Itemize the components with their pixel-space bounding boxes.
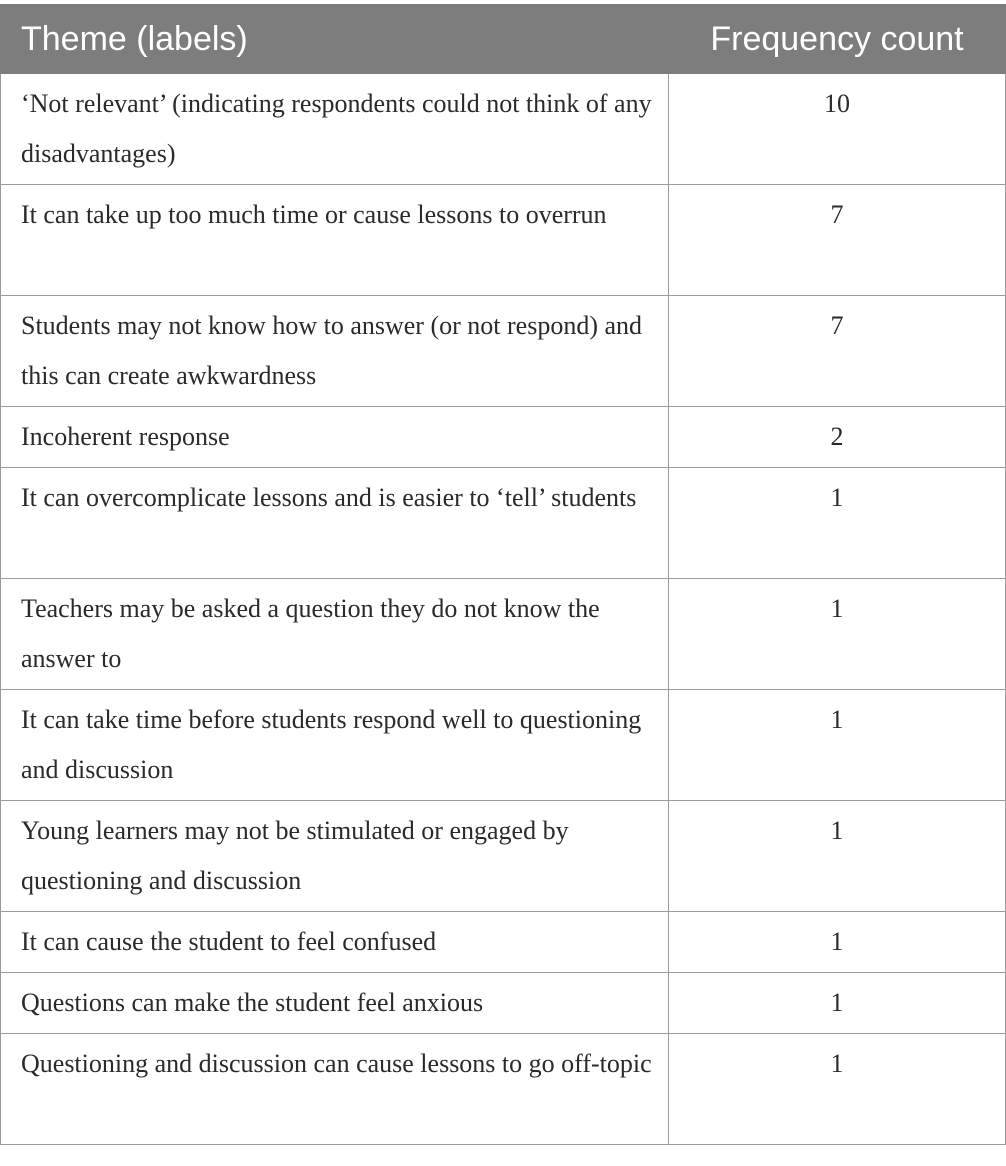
count-cell: 2 bbox=[669, 407, 1006, 468]
count-cell: 1 bbox=[669, 973, 1006, 1034]
count-cell: 1 bbox=[669, 912, 1006, 973]
table-row bbox=[1, 185, 1006, 296]
count-cell: 10 bbox=[669, 74, 1006, 185]
theme-cell: It can cause the student to feel confused bbox=[1, 912, 669, 973]
table-header-row bbox=[1, 5, 1006, 74]
count-cell: 1 bbox=[669, 1034, 1006, 1145]
table-row bbox=[1, 1034, 1006, 1145]
table-row bbox=[1, 579, 1006, 690]
theme-cell: It can take up too much time or cause lessons to overrun bbox=[1, 185, 669, 296]
theme-cell: Young learners may not be stimulated or engaged by questioning and discussion bbox=[1, 801, 669, 912]
theme-cell: Teachers may be asked a question they do not know the answer to bbox=[1, 579, 669, 690]
theme-cell: ‘Not relevant’ (indicating respondents could not think of any disadvantages) bbox=[1, 74, 669, 185]
table-row bbox=[1, 690, 1006, 801]
theme-cell: Incoherent response bbox=[1, 407, 669, 468]
count-cell: 7 bbox=[669, 296, 1006, 407]
theme-cell: Students may not know how to answer (or not respond) and this can create awkwardness bbox=[1, 296, 669, 407]
theme-cell: It can take time before students respond well to questioning and discussion bbox=[1, 690, 669, 801]
table-row bbox=[1, 407, 1006, 468]
count-cell: 1 bbox=[669, 579, 1006, 690]
count-cell: 7 bbox=[669, 185, 1006, 296]
theme-cell: Questions can make the student feel anxious bbox=[1, 973, 669, 1034]
count-cell: 1 bbox=[669, 690, 1006, 801]
table-row bbox=[1, 973, 1006, 1034]
table-row bbox=[1, 296, 1006, 407]
header-theme: Theme (labels) bbox=[1, 5, 669, 74]
count-cell: 1 bbox=[669, 801, 1006, 912]
table-row bbox=[1, 801, 1006, 912]
frequency-table bbox=[0, 4, 1006, 1145]
header-frequency-count: Frequency count bbox=[669, 5, 1006, 74]
table-row bbox=[1, 468, 1006, 579]
theme-cell: Questioning and discussion can cause lessons to go off-topic bbox=[1, 1034, 669, 1145]
table-row bbox=[1, 74, 1006, 185]
count-cell: 1 bbox=[669, 468, 1006, 579]
theme-cell: It can overcomplicate lessons and is easier to ‘tell’ students bbox=[1, 468, 669, 579]
table-row bbox=[1, 912, 1006, 973]
